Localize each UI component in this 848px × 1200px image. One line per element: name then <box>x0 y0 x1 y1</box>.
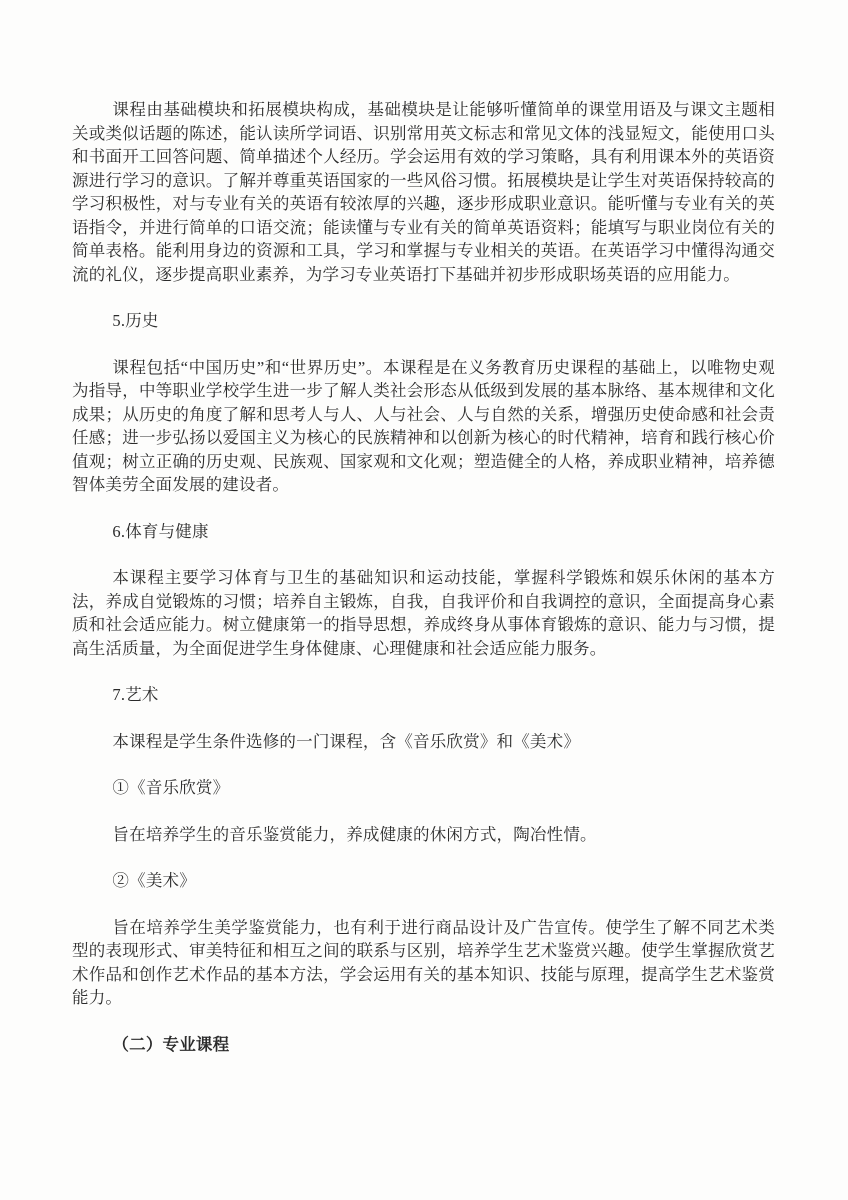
paragraph-fine-art: 旨在培养学生美学鉴赏能力，也有利于进行商品设计及广告宣传。使学生了解不同艺术类型的表现形式、审美特征和相互之间的联系与区别，培养学生艺术鉴赏兴趣。使学生掌握欣赏艺术作品和创作艺术作品的基本方法，学会运用有关的基本知识、技能与原理，提高学生艺术鉴赏能力。 <box>72 917 775 1007</box>
subheading-fine-art: ②《美术》 <box>112 871 196 890</box>
heading-professional-courses: （二）专业课程 <box>112 1034 230 1054</box>
heading-art: 7.艺术 <box>112 685 159 704</box>
paragraph-music-appreciation: 旨在培养学生的音乐鉴赏能力，养成健康的休闲方式，陶冶性情。 <box>112 824 597 844</box>
subheading-music-appreciation: ①《音乐欣赏》 <box>112 778 230 797</box>
paragraph-english-course: 课程由基础模块和拓展模块构成，基础模块是让能够听懂简单的课堂用语及与课文主题相关或类似话题的陈述，能认读所学词语、识别常用英文标志和常见文体的浅显短文，能使用口头和书面开工回答问题、简单描述个人经历。学会运用有效的学习策略，具有利用课本外的英语资源进行学习的意识。了解并尊重英语国家的一些风俗习惯。拓展模块是让学生对英语保持较高的学习积极性，对与专业有关的英语有较浓厚的兴趣，逐步形成职业意识。能听懂与专业有关的英语指令，并进行简单的口语交流；能读懂与专业有关的简单英语资料；能填写与职业岗位有关的简单表格。能利用身边的资源和工具，学习和掌握与专业相关的英语。在英语学习中懂得沟通交流的礼仪，逐步提高职业素养，为学习专业英语打下基础并初步形成职场英语的应用能力。 <box>72 100 775 284</box>
paragraph-physical-education: 本课程主要学习体育与卫生的基础知识和运动技能，掌握科学锻炼和娱乐休闲的基本方法，养成自觉锻炼的习惯；培养自主锻炼，自我，自我评价和自我调控的意识，全面提高身心素质和社会适应能力。树立健康第一的指导思想，养成终身从事体育锻炼的意识、能力与习惯，提高生活质量，为全面促进学生身体健康、心理健康和社会适应能力服务。 <box>72 568 775 658</box>
paragraph-history: 课程包括“中国历史”和“世界历史”。本课程是在义务教育历史课程的基础上，以唯物史观为指导，中等职业学校学生进一步了解人类社会形态从低级到发展的基本脉络、基本规律和文化成果；从历史的角度了解和思考人与人、人与社会、人与自然的关系，增强历史使命感和社会责任感；进一步弘扬以爱国主义为核心的民族精神和以创新为核心的时代精神，培育和践行核心价值观；树立正确的历史观、民族观、国家观和文化观；塑造健全的人格，养成职业精神，培养德智体美劳全面发展的建设者。 <box>72 357 775 494</box>
heading-physical-education: 6.体育与健康 <box>112 521 209 541</box>
document-body <box>72 98 775 1056</box>
paragraph-art-intro: 本课程是学生条件选修的一门课程，含《音乐欣赏》和《美术》 <box>112 731 581 751</box>
heading-history: 5.历史 <box>112 311 159 330</box>
